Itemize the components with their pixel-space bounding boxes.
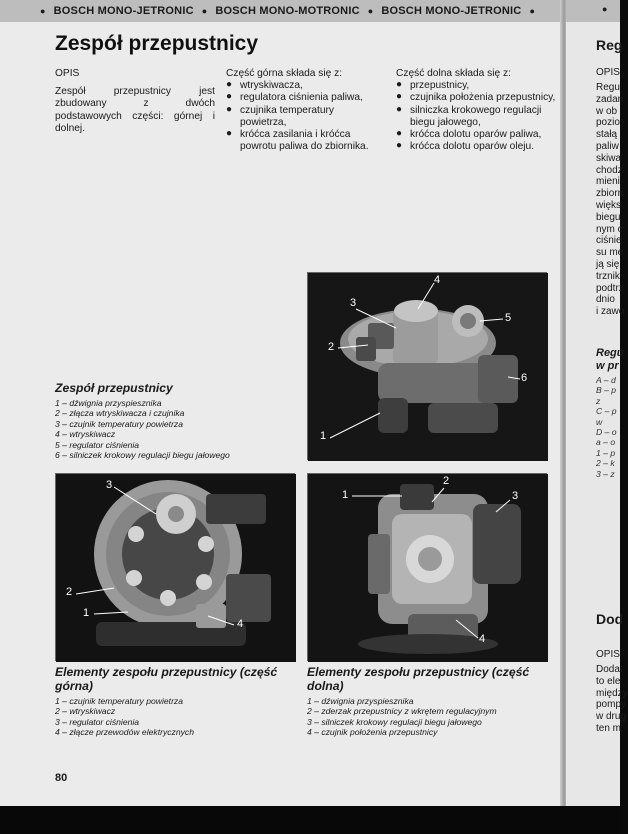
legend-item: 4 – złącze przewodów elektrycznych [55, 727, 194, 738]
caption-title: Elementy zespołu przepustnicy (część górna) [55, 665, 278, 693]
header-item: BOSCH MONO-JETRONIC [381, 5, 522, 17]
text-line: więks [596, 199, 622, 211]
caption-title: Elementy zespołu przepustnicy (część dolna) [307, 665, 530, 693]
legend-item: 6 – silniczek krokowy regulacji biegu jałowego [55, 450, 230, 461]
callout-label: 2 [328, 341, 335, 353]
list-item: ● króćca zasilania i króćca powrotu paliwa do zbiornika. [226, 129, 376, 153]
text-line: zadan [596, 93, 624, 105]
upper-part-column [226, 68, 376, 153]
figure2-caption [55, 665, 295, 738]
legend-item: 2 – k [596, 458, 615, 469]
callout-lines [56, 474, 296, 662]
text-line: między [596, 687, 628, 699]
text-line: chodz [596, 164, 623, 176]
intro-text: Zespół przepustnicy jest zbudowany z dwóch podstawowych części: górnej i dolnej. [55, 86, 215, 134]
upper-part-list [226, 80, 376, 153]
callout-label: 4 [434, 274, 441, 286]
legend-item: 3 – regulator ciśnienia [55, 716, 140, 727]
upper-part-photo [55, 473, 295, 661]
text-line: Dodat [596, 664, 623, 675]
callout-label: 4 [237, 618, 244, 630]
text-line: su me [596, 247, 624, 259]
lower-part-intro: Część dolna składa się z: [396, 68, 511, 79]
legend-item: 5 – regulator ciśnienia [55, 439, 140, 450]
page-title: Reg [596, 37, 623, 53]
bullet-icon: ● [40, 6, 46, 16]
text-line: pozio [596, 117, 620, 129]
body-text [596, 82, 624, 318]
legend-item: 3 – z [596, 468, 615, 479]
callout-label: 4 [479, 633, 486, 645]
text-line: podtrz [596, 282, 624, 294]
list-item: ● przepustnicy, [396, 80, 556, 92]
text-line: ciśnie [596, 235, 622, 247]
section-label: OPIS [596, 67, 620, 78]
section-label: OPIS [596, 649, 620, 660]
text-line: w drug [596, 711, 627, 723]
text-line: Regu [596, 82, 620, 93]
list-item: ● czujnika położenia przepustnicy, [396, 92, 556, 104]
body-text [596, 664, 628, 735]
list-item: ● króćca dolotu oparów oleju. [396, 141, 556, 153]
legend-item: 2 – wtryskiwacz [55, 706, 116, 717]
caption-legend [596, 375, 617, 479]
text-line: zbiorn [596, 188, 624, 200]
legend-item: 2 – złącza wtryskiwacza i czujnika [55, 408, 185, 419]
legend-item: B – p [596, 385, 617, 396]
text-line: biegu [596, 211, 621, 223]
legend-item: 1 – czujnik temperatury powietrza [55, 696, 184, 706]
callout-label: 5 [505, 312, 512, 324]
scan-background [0, 806, 620, 834]
text-line: mieni [596, 176, 620, 188]
text-line: pompy [596, 699, 627, 711]
callout-label: 3 [512, 490, 519, 502]
legend-item: 4 – czujnik położenia przepustnicy [307, 727, 438, 738]
legend-item: 2 – zderzak przepustnicy z wkrętem regulacyjnym [307, 706, 497, 717]
page-number: 80 [55, 772, 68, 784]
bullet-icon: ● [602, 4, 608, 14]
list-item: ● wtryskiwacza, [226, 80, 376, 92]
legend-item: A – d [596, 375, 616, 385]
throttle-body-photo [307, 272, 547, 460]
list-item: ● króćca dolotu oparów paliwa, [396, 129, 556, 141]
bullet-icon: ● [529, 6, 536, 16]
text-line: w ob [596, 105, 618, 117]
figure1-caption [55, 381, 295, 460]
text-line: i zawo [596, 306, 625, 318]
legend-item: D – o [596, 427, 617, 438]
callout-label: 2 [66, 586, 73, 598]
caption-legend [55, 398, 295, 460]
text-line: trznik [596, 270, 620, 282]
intro-column [55, 68, 215, 135]
page-title: Zespół przepustnicy [55, 32, 259, 55]
list-item: ● regulatora ciśnienia paliwa, [226, 92, 376, 104]
text-line: dnio [596, 294, 615, 306]
legend-item: 3 – czujnik temperatury powietrza [55, 418, 184, 429]
bullet-icon: ● [367, 6, 374, 16]
legend-item: z [596, 395, 601, 406]
lower-part-column [396, 68, 556, 153]
figure-caption-title [596, 347, 624, 373]
callout-lines [308, 474, 548, 662]
legend-item: 4 – wtryskiwacz [55, 429, 116, 440]
list-item: ● czujnika temperatury powietrza, [226, 105, 376, 129]
text-line: stałą [596, 129, 618, 141]
legend-item: 1 – p [596, 447, 616, 458]
caption-legend [55, 696, 295, 738]
upper-part-intro: Część górna składa się z: [226, 68, 343, 79]
bullet-icon: ● [201, 6, 208, 16]
callout-label: 1 [320, 430, 327, 442]
legend-item: 1 – dźwignia przyspiesznika [55, 398, 162, 408]
running-header [566, 0, 620, 22]
caption-line: Regu [596, 347, 624, 359]
text-line: ją się [596, 258, 620, 270]
header-item: BOSCH MONO-MOTRONIC [215, 5, 360, 17]
callout-label: 1 [342, 489, 349, 501]
text-line: skiwa [596, 152, 622, 164]
callout-label: 1 [83, 607, 90, 619]
caption-title: Zespół przepustnicy [55, 381, 173, 395]
callout-label: 3 [106, 479, 113, 491]
lower-part-list [396, 80, 556, 153]
caption-line: w pr [596, 360, 619, 372]
section-label: OPIS [55, 68, 80, 79]
callout-label: 2 [443, 475, 450, 487]
figure3-caption [307, 665, 552, 738]
text-line: ten m [596, 722, 622, 734]
section-title: Dod [596, 611, 624, 627]
text-line: nym c [596, 223, 623, 235]
lower-part-photo [307, 473, 547, 661]
callout-label: 3 [350, 297, 357, 309]
legend-item: 3 – silniczek krokowy regulacji biegu jałowego [307, 716, 482, 727]
text-line: paliw [596, 140, 619, 152]
callout-lines [308, 273, 548, 461]
list-item: ● silniczka krokowego regulacji biegu jałowego, [396, 105, 556, 129]
legend-item: C – p [596, 406, 617, 417]
legend-item: 1 – dźwignia przyspiesznika [307, 696, 414, 706]
callout-label: 6 [521, 372, 528, 384]
header-item: BOSCH MONO-JETRONIC [53, 5, 194, 17]
text-line: to ele [596, 675, 621, 687]
legend-item: a – o [596, 437, 616, 448]
legend-item: w [596, 416, 603, 427]
caption-legend [307, 696, 552, 738]
right-page [566, 0, 628, 806]
running-header [0, 0, 563, 22]
